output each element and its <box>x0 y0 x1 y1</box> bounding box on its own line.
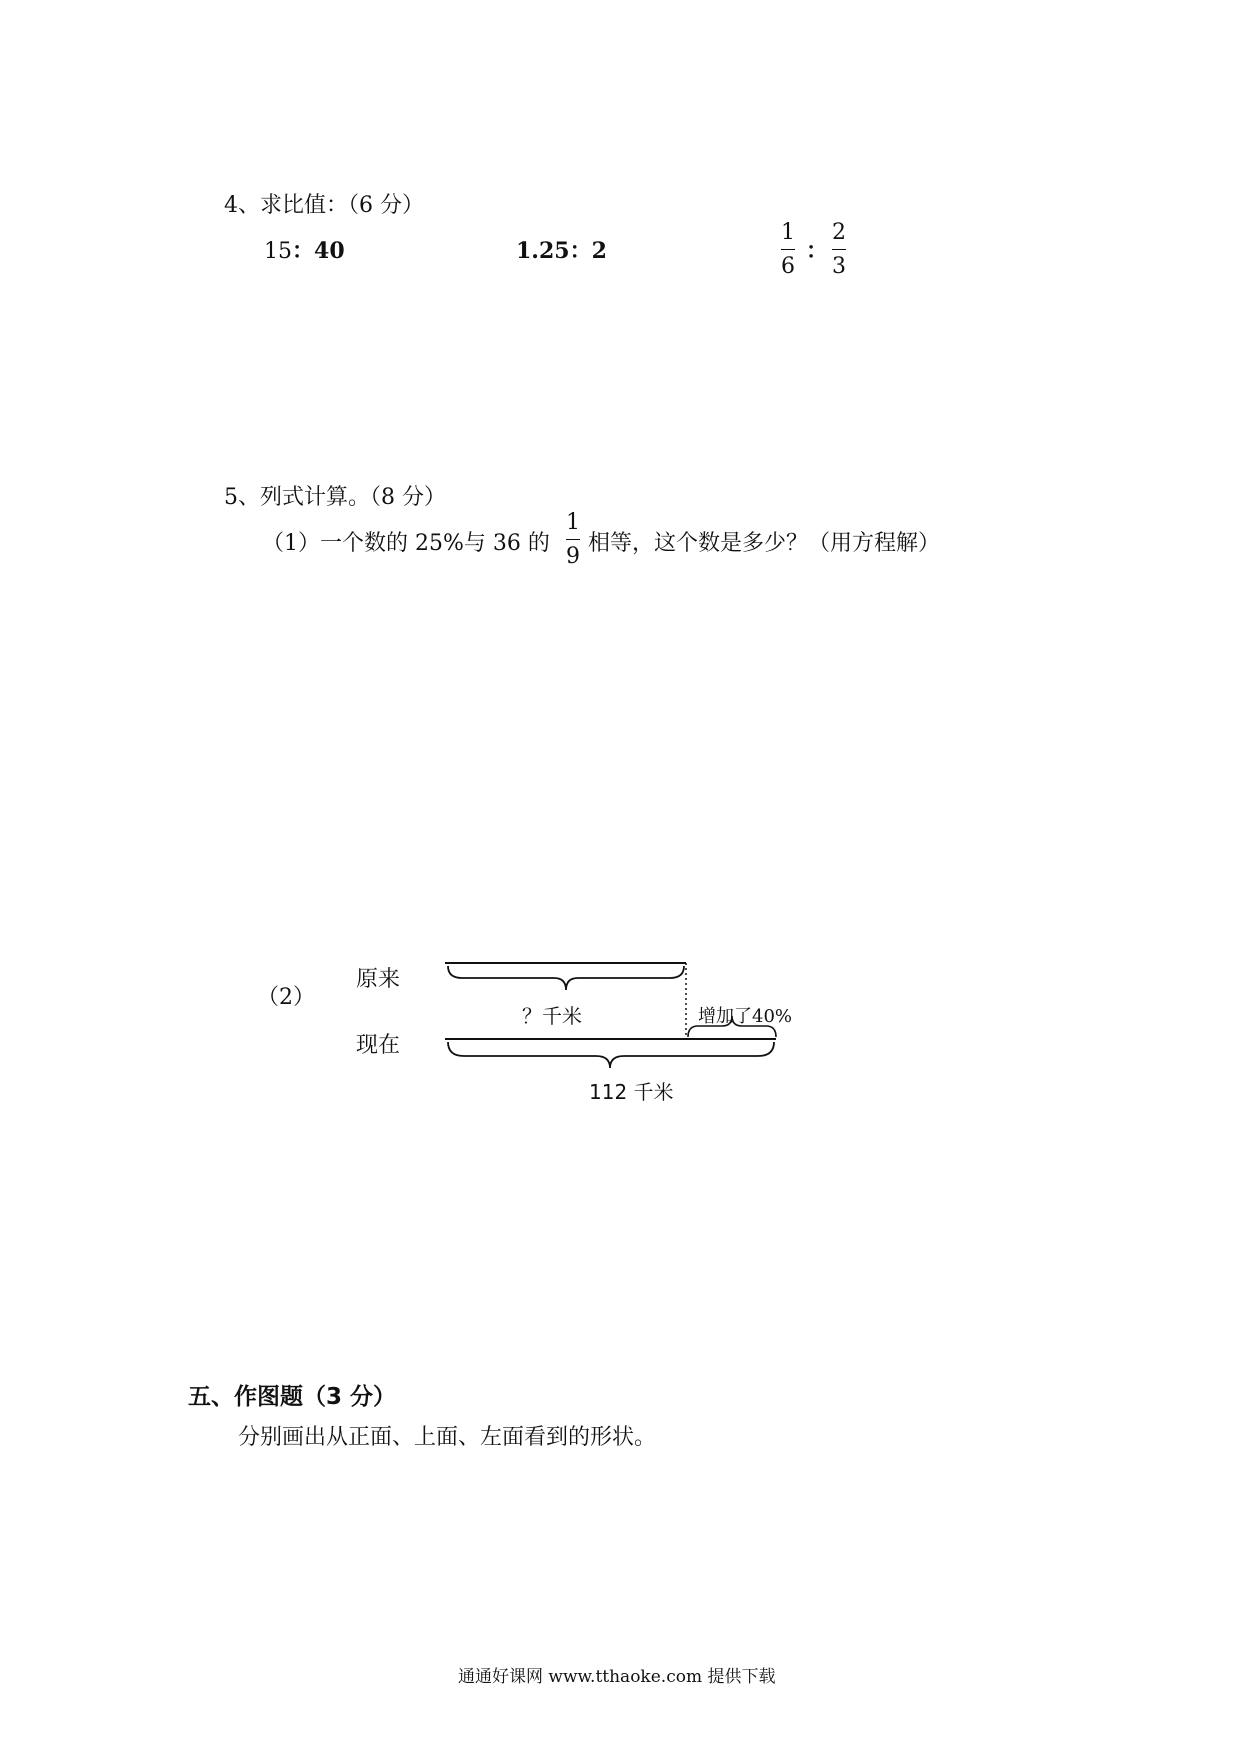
row-label-now: 现在 <box>356 1033 401 1058</box>
ratio-1-left: 15 <box>264 239 292 264</box>
q5-part2-label: （2） <box>257 985 315 1010</box>
q4-heading: 4、求比值：（6 分） <box>224 193 424 218</box>
q5-heading: 5、列式计算。（8 分） <box>224 485 446 510</box>
ratio-3-num-2: 2 <box>832 220 846 245</box>
unknown-length-label: ？千米 <box>522 1004 582 1028</box>
total-length-label: 112 千米 <box>589 1080 674 1104</box>
q5-part1-after: 相等，这个数是多少？（用方程解） <box>588 531 941 556</box>
brace-total <box>448 1042 774 1068</box>
brace-original <box>448 966 684 990</box>
ratio-3-num-1: 1 <box>781 220 795 245</box>
row-label-original: 原来 <box>356 967 401 992</box>
q5-part1-frac-num: 1 <box>566 510 580 535</box>
ratio-1-right: 40 <box>314 238 345 264</box>
section5-instruction: 分别画出从正面、上面、左面看到的形状。 <box>238 1425 657 1450</box>
ratio-3-den-2: 3 <box>832 254 846 279</box>
footer-text: 通通好课网 www.tthaoke.com 提供下载 <box>458 1667 776 1687</box>
ratio-3-den-1: 6 <box>781 254 795 279</box>
q5-part1-before: （1）一个数的 25%与 36 的 <box>262 531 550 556</box>
ratio-3-colon: ： <box>806 238 829 264</box>
increase-label: 增加了40% <box>698 1006 793 1027</box>
ratio-1-colon: ： <box>292 238 315 264</box>
section5-heading: 五、作图题（3 分） <box>188 1384 397 1410</box>
q5-part1-frac-den: 9 <box>566 544 580 569</box>
ratio-item-2: 1.25：2 <box>516 238 607 264</box>
